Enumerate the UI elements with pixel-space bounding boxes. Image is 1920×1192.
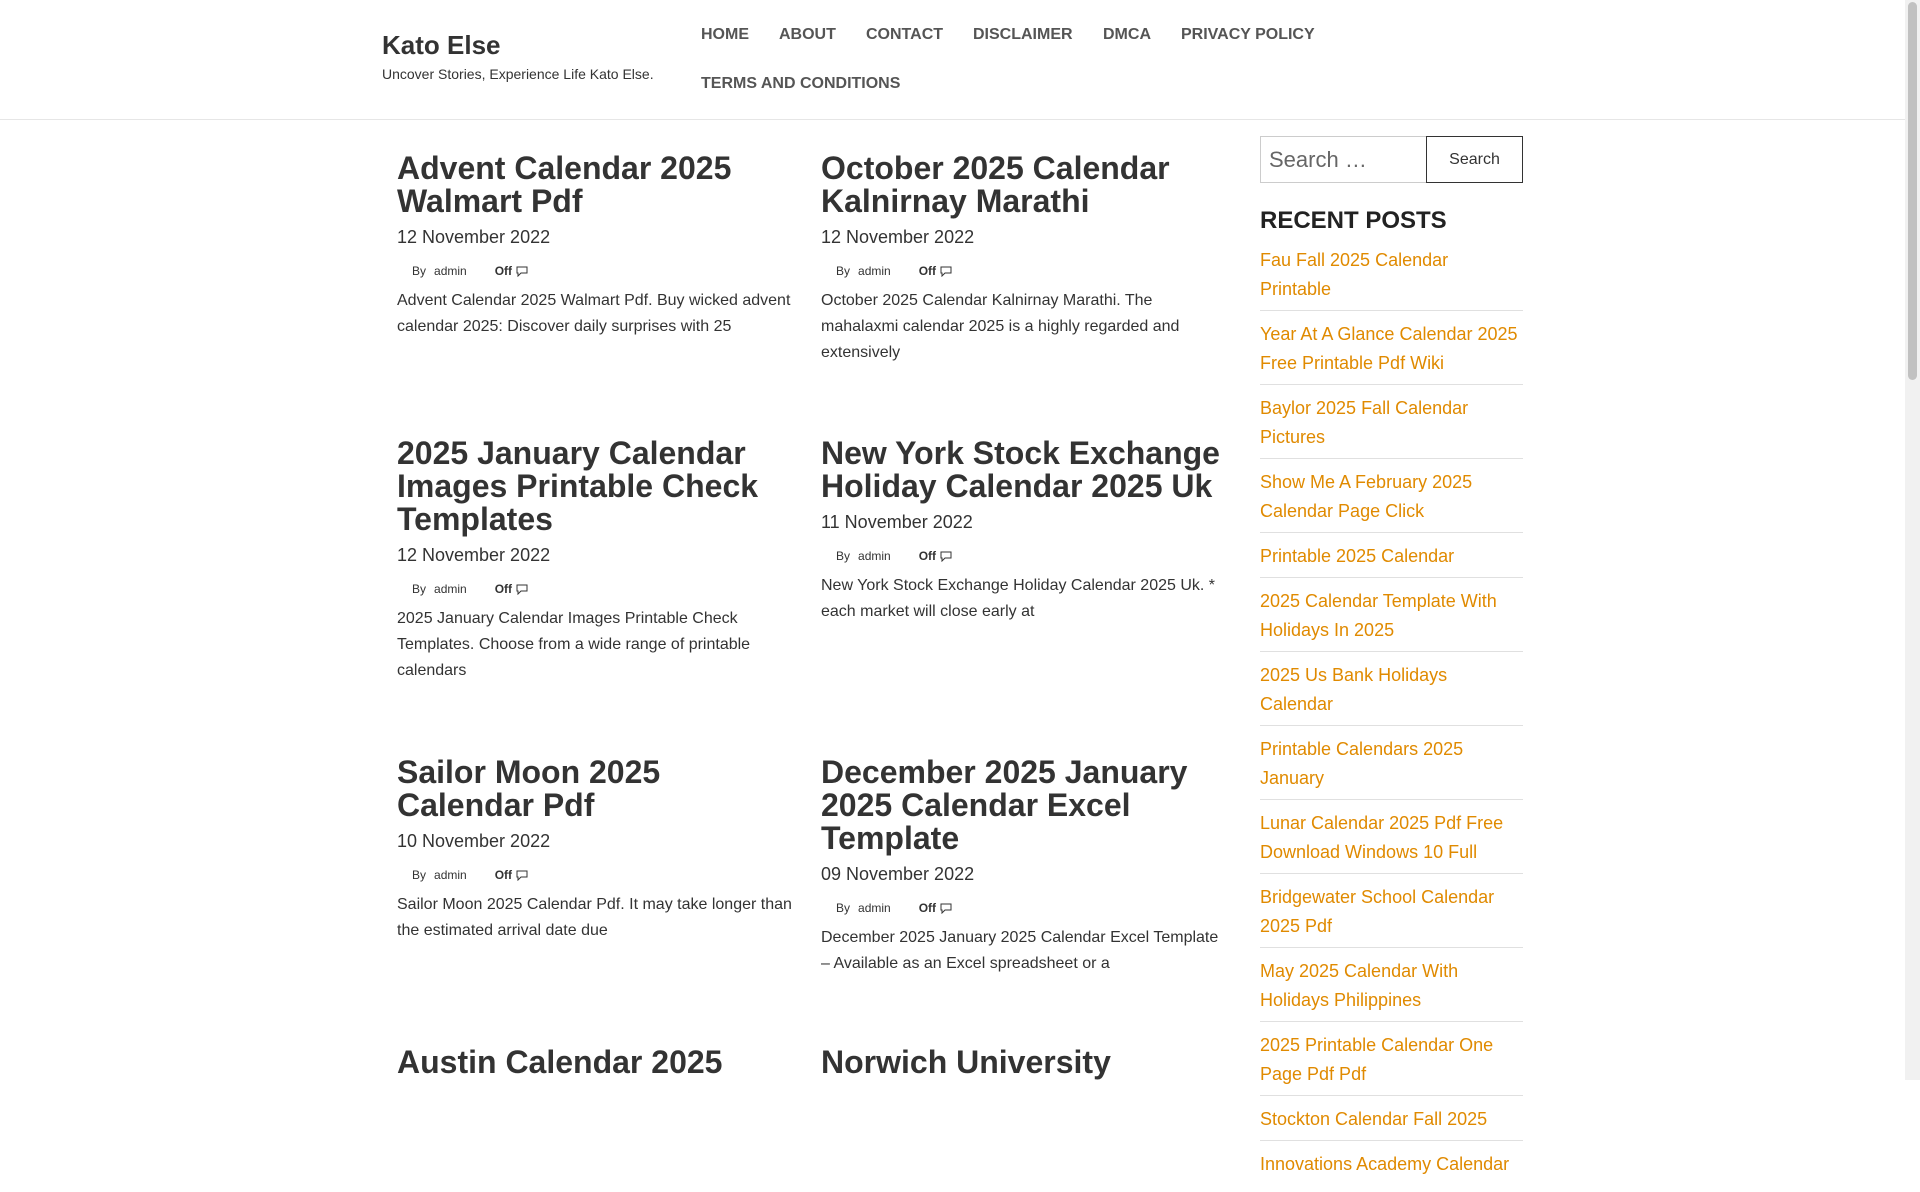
post-date[interactable]: 10 November 2022: [397, 831, 551, 851]
post-excerpt: December 2025 January 2025 Calendar Excel Template – Available as an Excel spreadsheet or a: [821, 929, 1219, 972]
post-author[interactable]: admin: [434, 264, 467, 278]
recent-post-link[interactable]: 2025 Calendar Template With Holidays In 2025: [1260, 591, 1497, 640]
nav-item-terms-and-conditions[interactable]: TERMS AND CONDITIONS: [701, 75, 901, 92]
comment-icon: [940, 266, 952, 277]
by-label: By: [836, 901, 851, 915]
post-card: [821, 437, 1221, 625]
recent-post-link[interactable]: Lunar Calendar 2025 Pdf Free Download Windows 10 Full: [1260, 813, 1504, 862]
post-title[interactable]: Sailor Moon 2025 Calendar Pdf: [397, 754, 661, 823]
comments-status: Off: [494, 868, 513, 882]
comment-icon: [516, 870, 528, 881]
post-author[interactable]: admin: [858, 901, 891, 915]
post-author[interactable]: admin: [434, 582, 467, 596]
post-title[interactable]: 2025 January Calendar Images Printable Check Templates: [397, 435, 759, 537]
post-excerpt: Sailor Moon 2025 Calendar Pdf. It may take longer than the estimated arrival date due: [397, 896, 792, 939]
list-item: [1260, 659, 1523, 726]
list-item: [1260, 955, 1523, 1022]
recent-posts-list: [1260, 244, 1523, 1192]
post-date[interactable]: 12 November 2022: [397, 227, 551, 247]
recent-post-link[interactable]: Innovations Academy Calendar: [1260, 1154, 1510, 1174]
post-title[interactable]: New York Stock Exchange Holiday Calendar 2025 Uk: [821, 435, 1220, 504]
site-tagline: Uncover Stories, Experience Life Kato Else.: [382, 66, 654, 82]
comment-icon: [940, 551, 952, 562]
comments-status: Off: [494, 264, 513, 278]
nav-item-privacy-policy[interactable]: PRIVACY POLICY: [1181, 26, 1315, 43]
list-item: [1260, 1103, 1523, 1141]
nav-item-disclaimer[interactable]: DISCLAIMER: [973, 26, 1073, 43]
post-date[interactable]: 12 November 2022: [821, 227, 975, 247]
post-excerpt: New York Stock Exchange Holiday Calendar 2025 Uk. * each market will close early at: [821, 577, 1215, 620]
recent-post-link[interactable]: Show Me A February 2025 Calendar Page Click: [1260, 472, 1473, 521]
comment-icon: [516, 584, 528, 595]
recent-post-link[interactable]: Printable 2025 Calendar: [1260, 546, 1455, 566]
post-date[interactable]: 11 November 2022: [821, 512, 973, 532]
post-meta: [836, 901, 1221, 915]
list-item: [1260, 585, 1523, 652]
post-excerpt: 2025 January Calendar Images Printable Check Templates. Choose from a wide range of printable calendars: [397, 610, 751, 679]
recent-post-link[interactable]: May 2025 Calendar With Holidays Philippines: [1260, 961, 1459, 1010]
by-label: By: [412, 868, 427, 882]
post-author[interactable]: admin: [858, 549, 891, 563]
recent-post-link[interactable]: Stockton Calendar Fall 2025: [1260, 1109, 1488, 1129]
list-item: [1260, 1029, 1523, 1096]
by-label: By: [412, 264, 427, 278]
post-date[interactable]: 09 November 2022: [821, 864, 975, 884]
list-item: [1260, 1148, 1523, 1185]
post-title[interactable]: Norwich University: [821, 1044, 1111, 1080]
post-meta: [412, 264, 797, 278]
list-item: [1260, 881, 1523, 948]
post-excerpt: Advent Calendar 2025 Walmart Pdf. Buy wicked advent calendar 2025: Discover daily surprises with 25: [397, 292, 791, 335]
post-card: [821, 756, 1221, 977]
list-item: [1260, 466, 1523, 533]
post-title[interactable]: Austin Calendar 2025: [397, 1044, 723, 1080]
site-title[interactable]: Kato Else: [382, 30, 501, 60]
list-item: [1260, 318, 1523, 385]
search-input[interactable]: [1260, 136, 1427, 183]
comments-status: Off: [918, 264, 937, 278]
search-button[interactable]: Search: [1426, 136, 1523, 183]
recent-posts-title: RECENT POSTS: [1260, 207, 1447, 234]
post-title[interactable]: Advent Calendar 2025 Walmart Pdf: [397, 150, 732, 219]
vertical-scrollbar[interactable]: [1905, 0, 1920, 1080]
recent-post-link[interactable]: 2025 Printable Calendar One Page Pdf Pdf: [1260, 1035, 1494, 1084]
list-item: [1260, 807, 1523, 874]
site-header: [0, 0, 1905, 120]
post-card: [397, 437, 797, 684]
list-item: [1260, 540, 1523, 578]
recent-post-link[interactable]: Bridgewater School Calendar 2025 Pdf: [1260, 887, 1495, 936]
post-card: [397, 152, 797, 340]
by-label: By: [836, 264, 851, 278]
post-title[interactable]: December 2025 January 2025 Calendar Excel Template: [821, 754, 1188, 856]
post-meta: [412, 582, 797, 596]
post-excerpt: October 2025 Calendar Kalnirnay Marathi. The mahalaxmi calendar 2025 is a highly regarded and extensively: [821, 292, 1180, 361]
post-author[interactable]: admin: [434, 868, 467, 882]
comments-status: Off: [918, 549, 937, 563]
by-label: By: [412, 582, 427, 596]
scrollbar-thumb[interactable]: [1908, 2, 1917, 380]
post-date[interactable]: 12 November 2022: [397, 545, 551, 565]
post-meta: [836, 264, 1221, 278]
post-card: [821, 152, 1221, 366]
list-item: [1260, 244, 1523, 311]
post-card: [397, 756, 797, 944]
list-item: [1260, 733, 1523, 800]
recent-post-link[interactable]: Baylor 2025 Fall Calendar Pictures: [1260, 398, 1469, 447]
nav-item-contact[interactable]: CONTACT: [866, 26, 944, 43]
nav-item-dmca[interactable]: DMCA: [1103, 26, 1151, 43]
comment-icon: [940, 903, 952, 914]
comments-status: Off: [918, 901, 937, 915]
recent-post-link[interactable]: Year At A Glance Calendar 2025 Free Printable Pdf Wiki: [1260, 324, 1518, 373]
nav-item-home[interactable]: HOME: [701, 26, 749, 43]
list-item: [1260, 392, 1523, 459]
by-label: By: [836, 549, 851, 563]
post-title[interactable]: October 2025 Calendar Kalnirnay Marathi: [821, 150, 1170, 219]
comment-icon: [516, 266, 528, 277]
post-card: [397, 1046, 797, 1079]
post-meta: [412, 868, 797, 882]
recent-post-link[interactable]: Printable Calendars 2025 January: [1260, 739, 1464, 788]
post-author[interactable]: admin: [858, 264, 891, 278]
recent-post-link[interactable]: 2025 Us Bank Holidays Calendar: [1260, 665, 1448, 714]
post-card: [821, 1046, 1221, 1079]
comments-status: Off: [494, 582, 513, 596]
recent-post-link[interactable]: Fau Fall 2025 Calendar Printable: [1260, 250, 1449, 299]
post-meta: [836, 549, 1221, 563]
nav-item-about[interactable]: ABOUT: [779, 26, 836, 43]
